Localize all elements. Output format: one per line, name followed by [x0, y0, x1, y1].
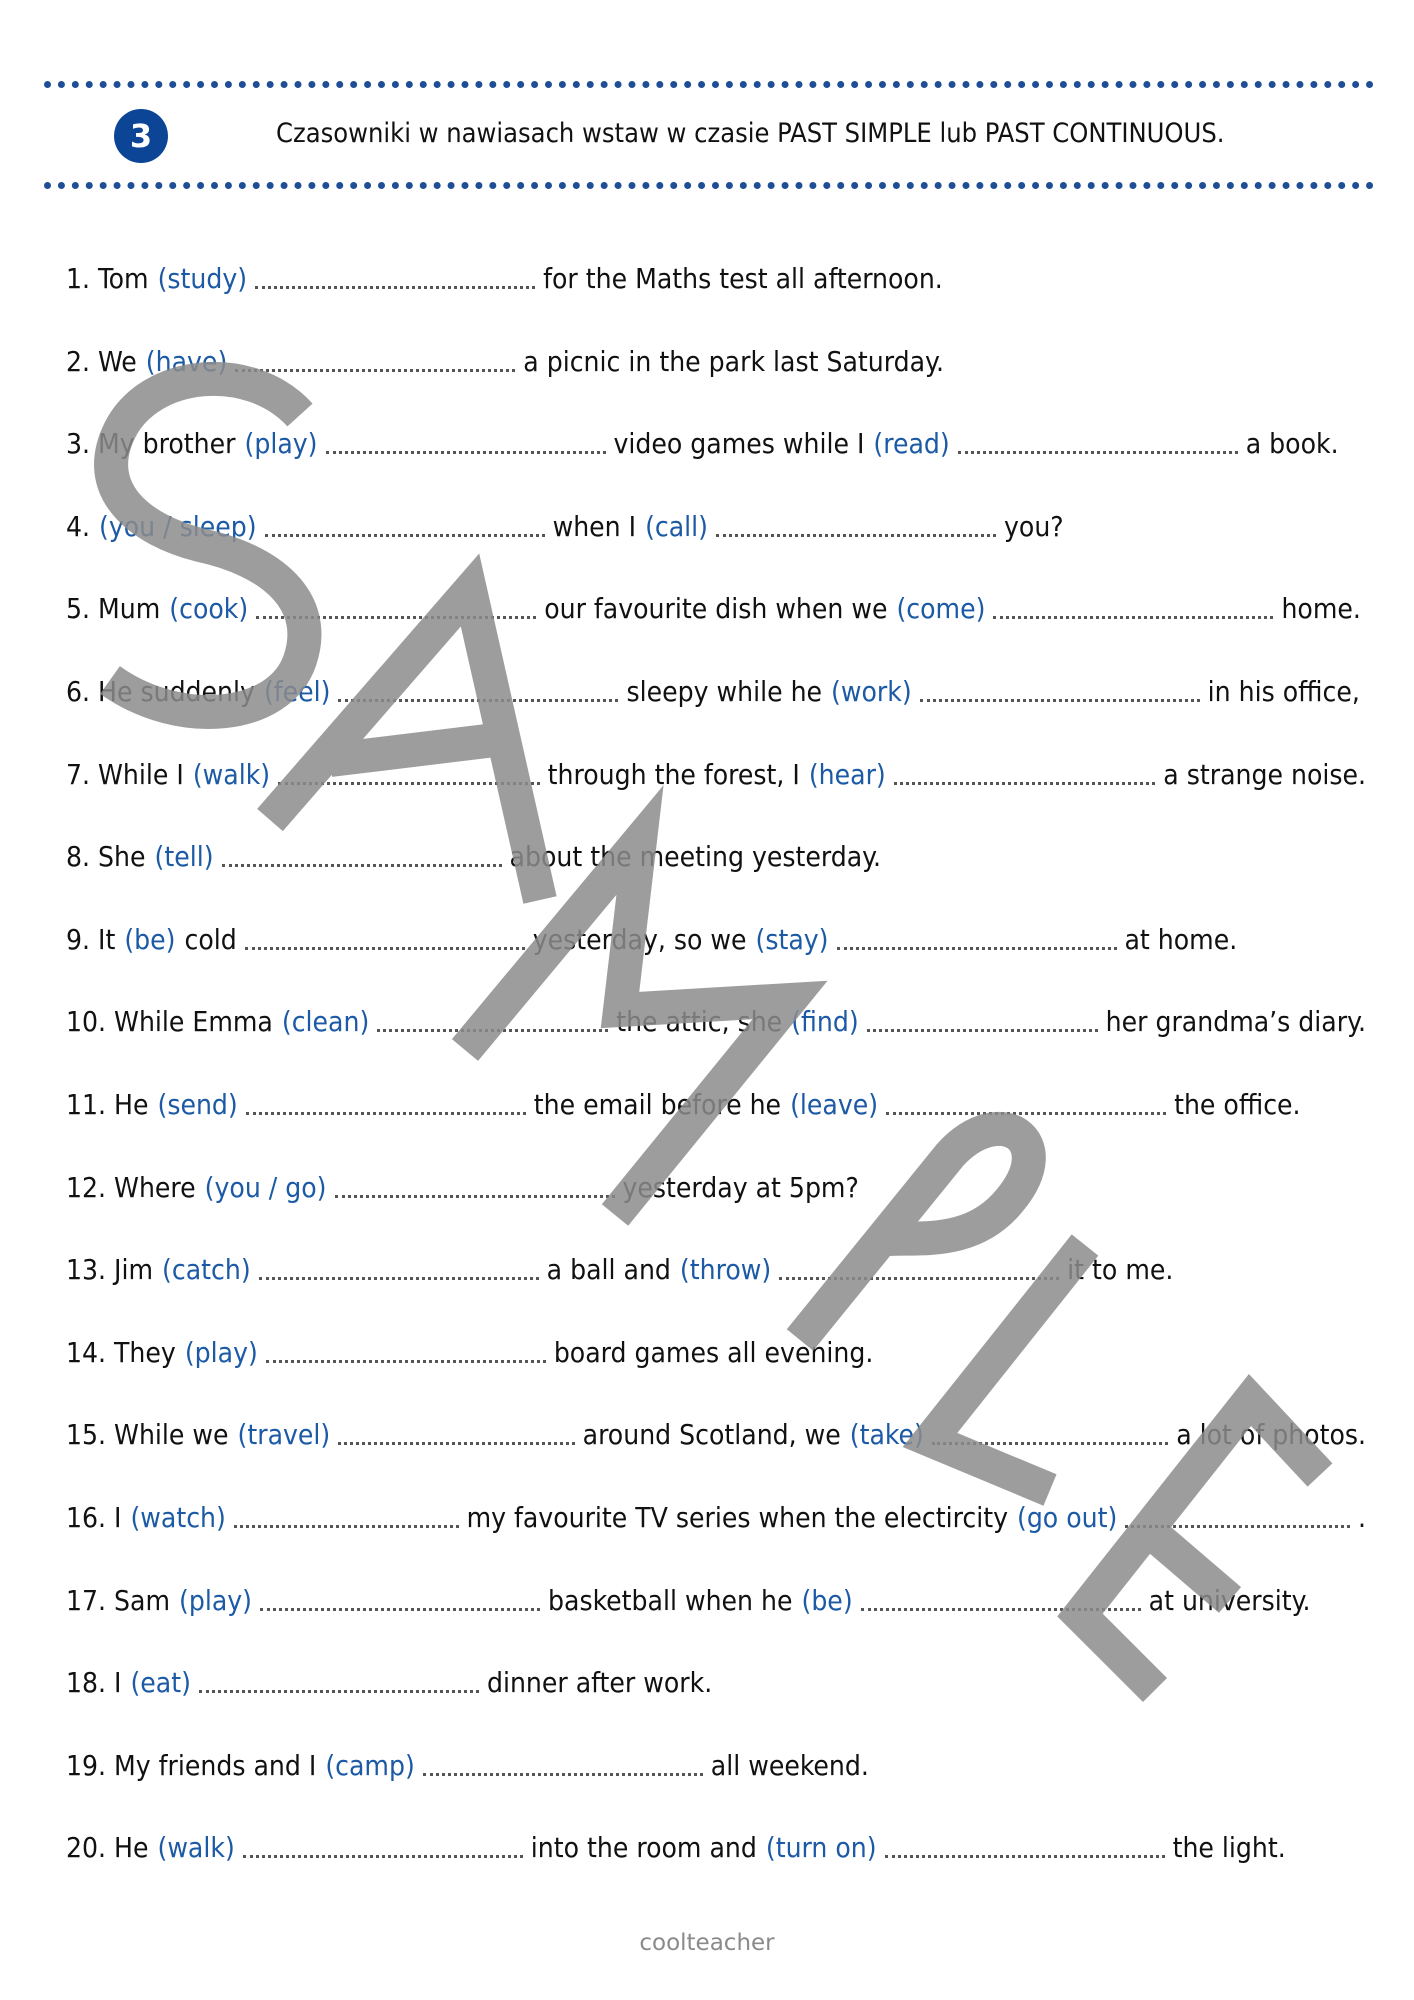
sentence-text: 16. I [66, 1500, 122, 1534]
answer-blank[interactable] [245, 923, 525, 950]
answer-blank[interactable] [894, 758, 1156, 785]
answer-blank[interactable] [234, 1501, 459, 1528]
sentence-text: at university. [1148, 1583, 1311, 1617]
exercise-sentence [66, 510, 1366, 593]
exercise-sentence [66, 1584, 1366, 1667]
exercise-sentence [66, 923, 1366, 1006]
verb-prompt: (leave) [790, 1087, 879, 1121]
sentence-text: at home. [1124, 922, 1238, 956]
sentence-text: 17. Sam [66, 1583, 171, 1617]
verb-prompt: (walk) [192, 757, 271, 791]
answer-blank[interactable] [260, 1584, 540, 1611]
sentence-text: 1. Tom [66, 262, 149, 295]
sentence-text: it to me. [1067, 1253, 1174, 1287]
answer-blank[interactable] [243, 1831, 523, 1858]
exercise-instruction: Czasowniki w nawiasach wstaw w czasie PAST SIMPLE lub PAST CONTINUOUS. [276, 118, 1225, 149]
answer-blank[interactable] [335, 1171, 615, 1198]
verb-prompt: (camp) [325, 1748, 415, 1782]
verb-prompt: (clean) [281, 1005, 370, 1039]
sentence-text: 15. While we [66, 1418, 229, 1452]
sentence-text: 5. Mum [66, 592, 161, 626]
answer-blank[interactable] [266, 1336, 546, 1363]
sentence-text: 19. My friends and I [66, 1748, 317, 1782]
sentence-text: 7. While I [66, 757, 184, 791]
dotted-divider-top [44, 81, 1374, 88]
answer-blank[interactable] [716, 510, 996, 537]
exercise-sentence [66, 1088, 1366, 1171]
answer-blank[interactable] [861, 1584, 1141, 1611]
verb-prompt: (play) [179, 1583, 253, 1617]
verb-prompt: (go out) [1016, 1500, 1118, 1534]
sentence-text: our favourite dish when we [544, 592, 888, 626]
sentence-text: 18. I [66, 1666, 122, 1700]
answer-blank[interactable] [246, 1088, 526, 1115]
exercise-sentence [66, 1005, 1366, 1088]
verb-prompt: (travel) [237, 1418, 331, 1452]
dotted-divider-bottom [44, 182, 1374, 189]
exercise-sentence [66, 1171, 1366, 1254]
sentence-text: video games while I [613, 427, 865, 461]
sentence-text: 4. [66, 509, 91, 543]
answer-blank[interactable] [265, 510, 545, 537]
verb-prompt: (stay) [755, 922, 829, 956]
verb-prompt: (find) [791, 1005, 859, 1039]
exercise-list [66, 262, 1366, 1914]
verb-prompt: (play) [184, 1335, 258, 1369]
sentence-text: my favourite TV series when the electircity [466, 1500, 1008, 1534]
exercise-sentence [66, 592, 1366, 675]
answer-blank[interactable] [958, 427, 1238, 454]
verb-prompt: (take) [849, 1418, 924, 1452]
verb-prompt: (be) [124, 922, 176, 956]
verb-prompt: (eat) [130, 1666, 191, 1700]
sentence-text: board games all evening. [553, 1335, 874, 1369]
sentence-text: 14. They [66, 1335, 176, 1369]
answer-blank[interactable] [837, 923, 1117, 950]
answer-blank[interactable] [338, 1418, 574, 1445]
sentence-text: basketball when he [548, 1583, 793, 1617]
answer-blank[interactable] [932, 1418, 1168, 1445]
exercise-number-badge [114, 109, 168, 163]
sentence-text: 10. While Emma [66, 1005, 273, 1039]
sentence-text: dinner after work. [486, 1666, 713, 1700]
exercise-sentence [66, 262, 1366, 345]
answer-blank[interactable] [338, 675, 618, 702]
footer-brand: coolteacher [639, 1930, 775, 1956]
sentence-text: in his office, [1207, 674, 1360, 708]
exercise-sentence [66, 1336, 1366, 1419]
exercise-sentence [66, 1666, 1366, 1749]
answer-blank[interactable] [199, 1666, 479, 1693]
sentence-text: a ball and [546, 1253, 671, 1287]
verb-prompt: (play) [244, 427, 318, 461]
exercise-sentence [66, 840, 1366, 923]
answer-blank[interactable] [377, 1005, 608, 1032]
exercise-sentence [66, 427, 1366, 510]
sentence-text: a book. [1245, 427, 1339, 461]
answer-blank[interactable] [886, 1088, 1166, 1115]
answer-blank[interactable] [259, 1253, 539, 1280]
sentence-text: yesterday, so we [532, 922, 747, 956]
verb-prompt: (have) [145, 344, 228, 378]
answer-blank[interactable] [222, 840, 502, 867]
answer-blank[interactable] [1125, 1501, 1350, 1528]
sentence-text: cold [184, 922, 237, 956]
sentence-text: a lot of photos. [1176, 1418, 1366, 1452]
sentence-text: a picnic in the park last Saturday. [523, 344, 944, 378]
verb-prompt: (you / go) [204, 1170, 327, 1204]
verb-prompt: (watch) [130, 1500, 226, 1534]
verb-prompt: (feel) [263, 674, 331, 708]
sentence-text: her grandma’s diary. [1105, 1005, 1366, 1039]
sentence-text: for the Maths test all afternoon. [543, 262, 943, 295]
sentence-text: 11. He [66, 1087, 149, 1121]
sentence-text: 20. He [66, 1831, 149, 1865]
sentence-text: 3. My brother [66, 427, 236, 461]
sentence-text: . [1358, 1500, 1366, 1534]
answer-blank[interactable] [256, 592, 536, 619]
exercise-sentence [66, 1253, 1366, 1336]
sentence-text: 6. He suddenly [66, 674, 255, 708]
sentence-text: 2. We [66, 344, 137, 378]
exercise-sentence [66, 1831, 1366, 1914]
verb-prompt: (cook) [169, 592, 249, 626]
answer-blank[interactable] [779, 1253, 1059, 1280]
sentence-text: all weekend. [710, 1748, 869, 1782]
verb-prompt: (work) [831, 674, 912, 708]
verb-prompt: (come) [896, 592, 986, 626]
exercise-sentence [66, 345, 1366, 428]
answer-blank[interactable] [867, 1005, 1098, 1032]
answer-blank[interactable] [885, 1831, 1165, 1858]
verb-prompt: (study) [157, 262, 248, 295]
sentence-text: through the forest, I [547, 757, 800, 791]
verb-prompt: (send) [157, 1087, 238, 1121]
exercise-sentence [66, 1501, 1366, 1584]
answer-blank[interactable] [235, 345, 515, 372]
sentence-text: 12. Where [66, 1170, 196, 1204]
verb-prompt: (throw) [679, 1253, 772, 1287]
sentence-text: you? [1004, 509, 1064, 543]
verb-prompt: (turn on) [765, 1831, 877, 1865]
sentence-text: the attic, she [616, 1005, 783, 1039]
sentence-text: into the room and [530, 1831, 757, 1865]
sentence-text: 8. She [66, 840, 146, 874]
sentence-text: 13. Jim [66, 1253, 154, 1287]
answer-blank[interactable] [920, 675, 1200, 702]
sentence-text: 9. It [66, 922, 116, 956]
sentence-text: when I [552, 509, 637, 543]
verb-prompt: (read) [873, 427, 950, 461]
sentence-text: a strange noise. [1163, 757, 1366, 791]
answer-blank[interactable] [255, 262, 535, 289]
answer-blank[interactable] [423, 1749, 703, 1776]
verb-prompt: (be) [801, 1583, 853, 1617]
sentence-text: about the meeting yesterday. [509, 840, 882, 874]
sentence-text: the email before he [533, 1087, 782, 1121]
sentence-text: sleepy while he [626, 674, 823, 708]
answer-blank[interactable] [993, 592, 1273, 619]
verb-prompt: (tell) [154, 840, 214, 874]
exercise-sentence [66, 675, 1366, 758]
sentence-text: the light. [1172, 1831, 1286, 1865]
verb-prompt: (call) [645, 509, 709, 543]
sentence-text: yesterday at 5pm? [622, 1170, 859, 1204]
sentence-text: home. [1281, 592, 1361, 626]
verb-prompt: (hear) [808, 757, 886, 791]
sentence-text: around Scotland, we [582, 1418, 841, 1452]
verb-prompt: (walk) [157, 1831, 235, 1865]
exercise-sentence [66, 1749, 1366, 1832]
exercise-sentence [66, 1418, 1366, 1501]
sentence-text: the office. [1174, 1087, 1301, 1121]
answer-blank[interactable] [326, 427, 606, 454]
exercise-number: 3 [129, 117, 153, 155]
verb-prompt: (catch) [162, 1253, 251, 1287]
verb-prompt: (you / sleep) [99, 509, 257, 543]
answer-blank[interactable] [278, 758, 540, 785]
exercise-sentence [66, 758, 1366, 841]
